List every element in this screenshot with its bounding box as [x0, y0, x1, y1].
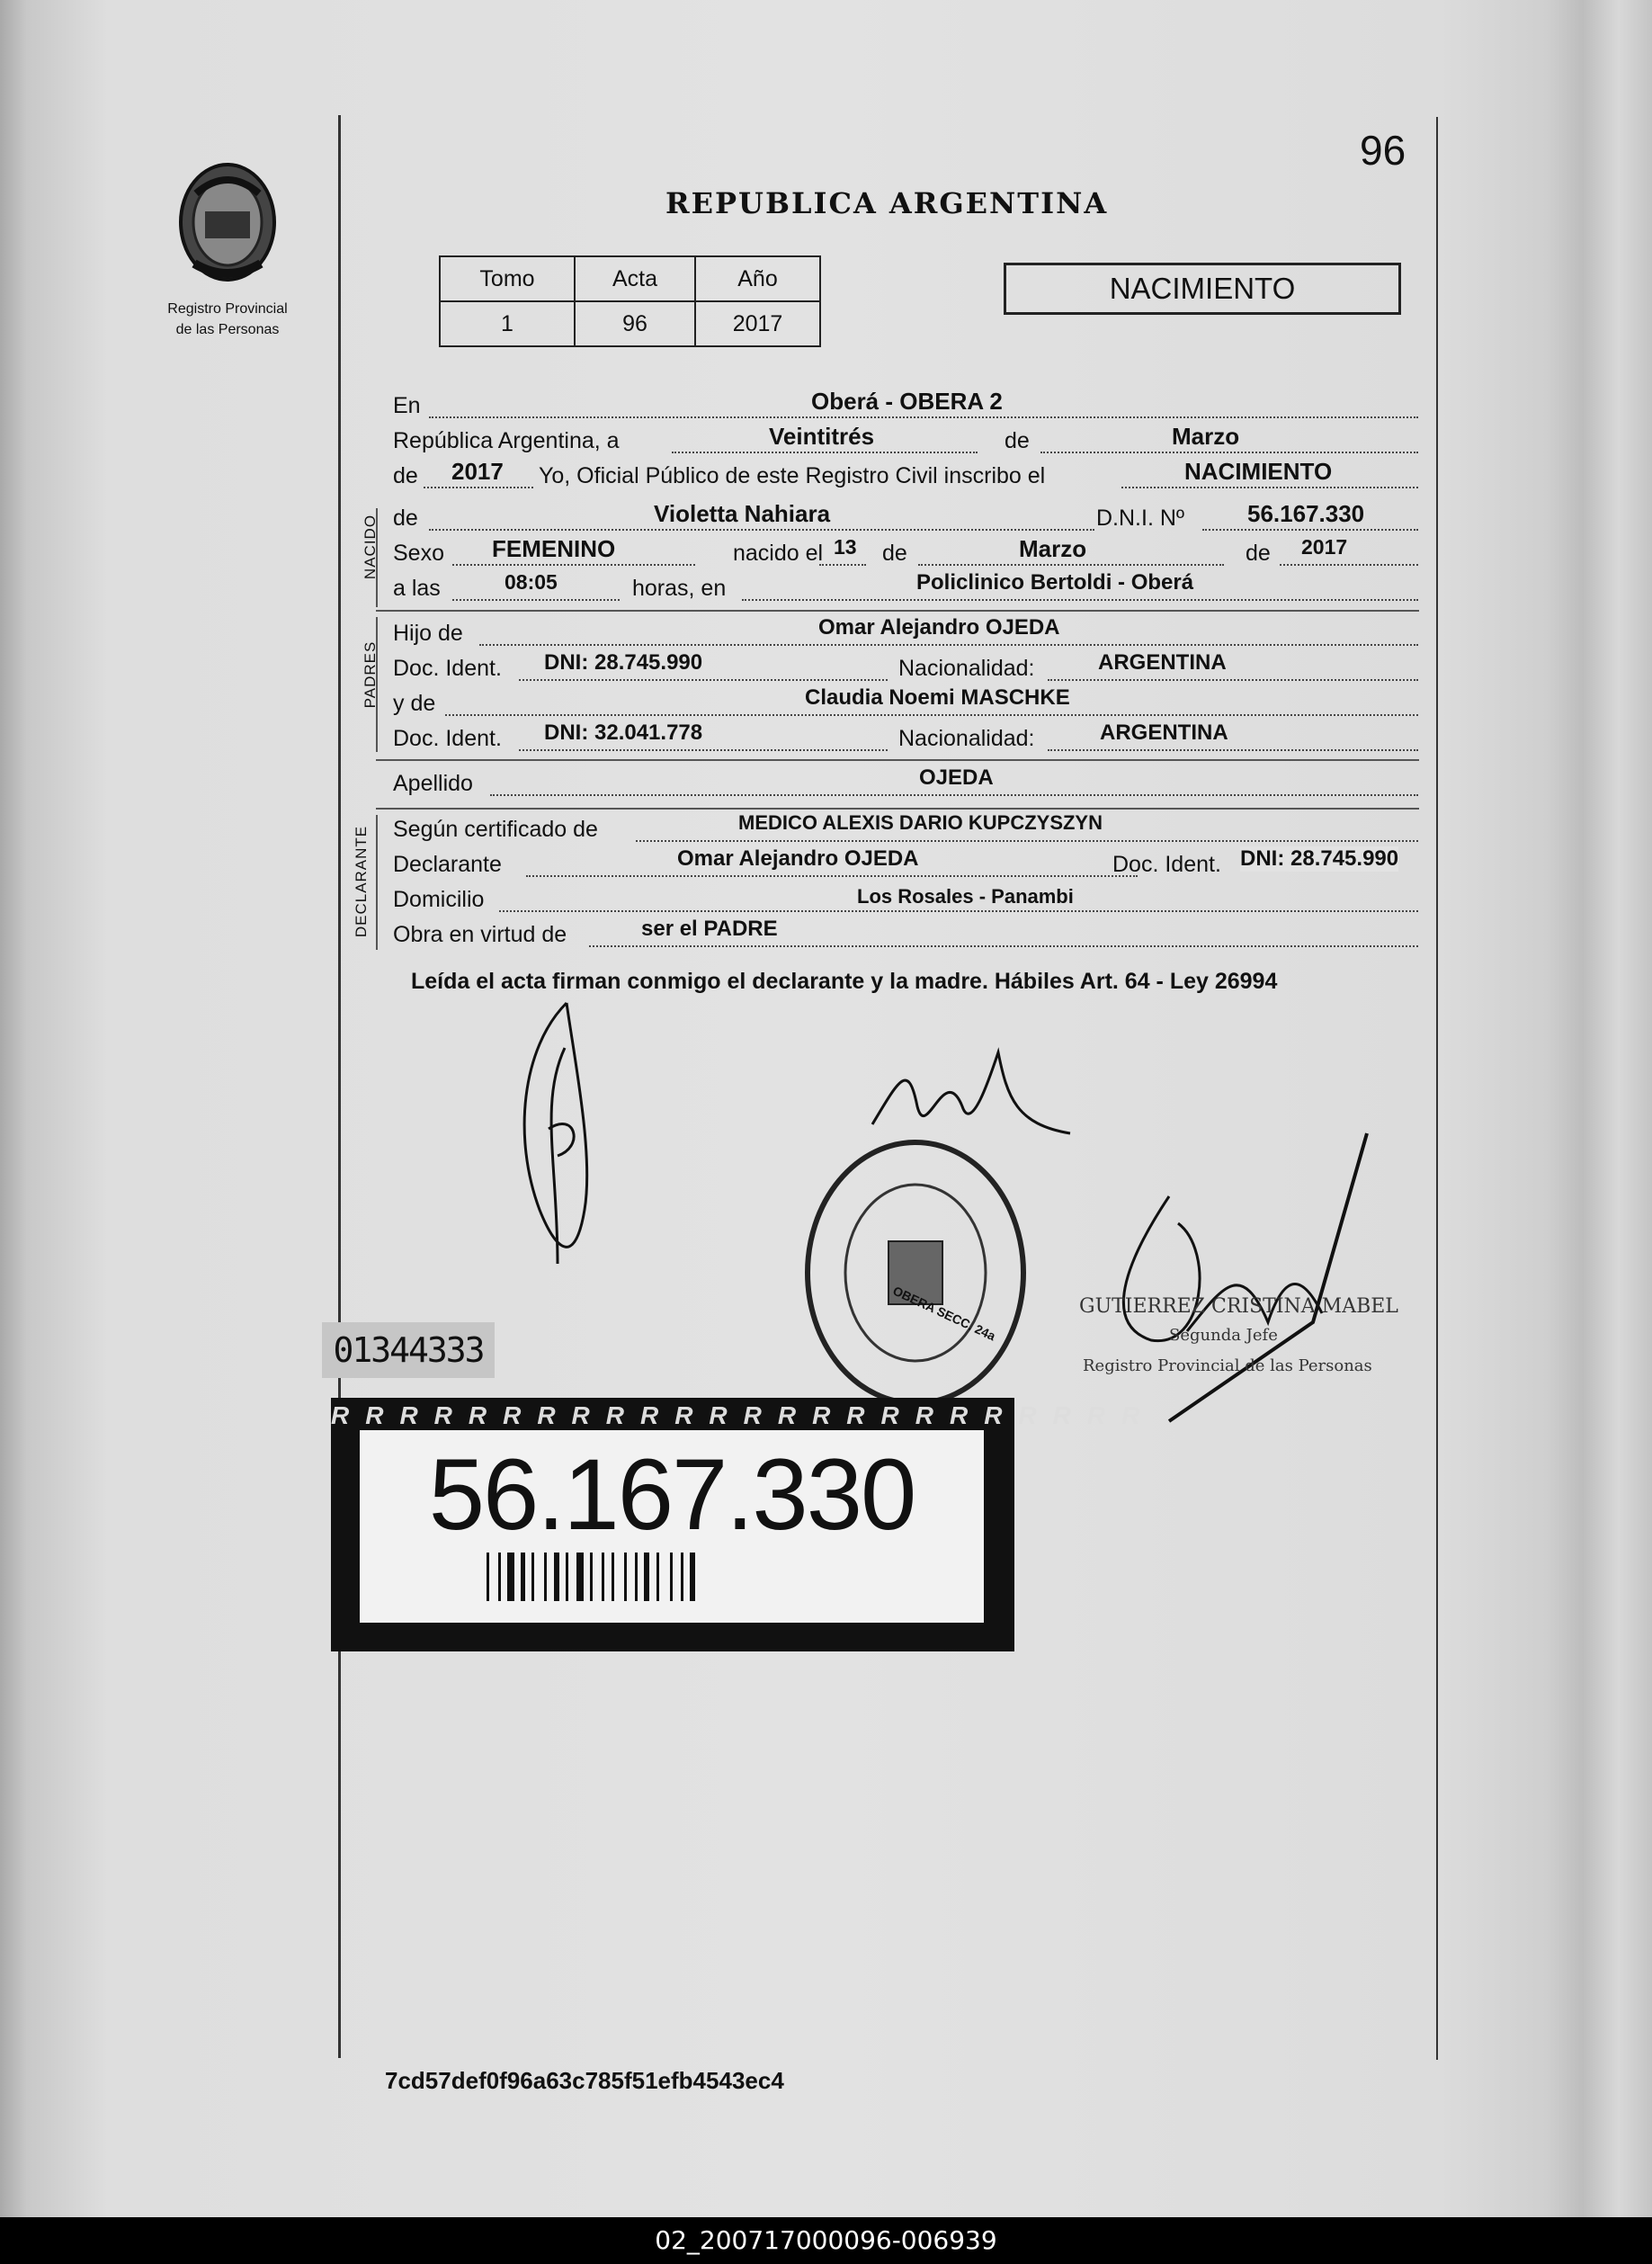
- anio-header: Año: [695, 256, 820, 301]
- acta-header: Acta: [575, 256, 695, 301]
- page-number: 96: [1360, 127, 1406, 174]
- document-title: REPUBLICA ARGENTINA: [665, 186, 1109, 220]
- y-de-label: y de: [393, 691, 436, 716]
- barcode-bar: [531, 1553, 534, 1601]
- row-father-name: [393, 615, 1418, 648]
- act-type-box: NACIMIENTO: [1004, 263, 1401, 315]
- act-word-value: NACIMIENTO: [1184, 458, 1333, 485]
- child-dni-value: 56.167.330: [1247, 500, 1365, 527]
- dni-sticker-panel: [360, 1430, 984, 1623]
- province-logo: [151, 157, 304, 338]
- closing-text: Leída el acta firman conmigo el declarante y la madre. Hábiles Art. 64 - Ley 26994: [411, 969, 1278, 994]
- mother-nationality-label: Nacionalidad:: [898, 726, 1035, 751]
- row-father-doc: [393, 650, 1418, 683]
- declarant-signature: [504, 994, 630, 1291]
- nacido-de-label-3: de: [1246, 541, 1271, 566]
- nacido-section-label: NACIDO: [362, 514, 379, 580]
- father-doc-label: Doc. Ident.: [393, 656, 502, 681]
- horas-label: horas, en: [632, 576, 727, 601]
- dni-sticker: [331, 1398, 1156, 1651]
- barcode-bar: [681, 1553, 683, 1601]
- obra-label: Obra en virtud de: [393, 922, 567, 947]
- apellido-value: OJEDA: [919, 765, 994, 790]
- registry-line2: de las Personas: [175, 322, 280, 337]
- barcode-bar: [644, 1553, 649, 1601]
- en-label: En: [393, 393, 421, 418]
- sticker-pattern: RRRRRRRRRRRRRRRRRRRRRRRR: [331, 1401, 1156, 1429]
- nacido-el-label: nacido el: [733, 541, 824, 566]
- barcode-bar: [554, 1553, 559, 1601]
- declarante-doc-value: DNI: 28.745.990: [1240, 846, 1399, 871]
- tomo-acta-anio-table: [439, 255, 821, 347]
- father-nationality-label: Nacionalidad:: [898, 656, 1035, 681]
- tomo-value: 1: [440, 301, 575, 346]
- registry-stamp-icon: [799, 1133, 1032, 1412]
- father-name-value: Omar Alejandro OJEDA: [818, 615, 1060, 640]
- time-value: 08:05: [505, 570, 558, 594]
- official-stamp-line2: Segunda Jefe: [1169, 1326, 1278, 1345]
- official-signature: [1079, 1124, 1385, 1421]
- declarante-label: Declarante: [393, 852, 502, 877]
- barcode-bar: [566, 1553, 568, 1601]
- row-segun: [393, 811, 1418, 844]
- father-doc-value: DNI: 28.745.990: [544, 650, 703, 675]
- a-las-label: a las: [393, 576, 441, 601]
- declarante-name-value: Omar Alejandro OJEDA: [677, 846, 919, 871]
- mother-doc-label: Doc. Ident.: [393, 726, 502, 751]
- row-mother-doc: [393, 720, 1418, 753]
- nacido-de-label-2: de: [882, 541, 907, 566]
- misiones-coat-of-arms-icon: [169, 157, 286, 292]
- barcode-bar: [498, 1553, 501, 1601]
- nacido-de-label: de: [393, 506, 418, 531]
- birth-day-value: 13: [834, 535, 857, 559]
- year-value: 2017: [451, 458, 504, 485]
- apellido-label: Apellido: [393, 771, 473, 796]
- hijo-de-label: Hijo de: [393, 621, 463, 646]
- row-time-place: [393, 570, 1418, 603]
- dni-sticker-number: 56.167.330: [428, 1438, 915, 1551]
- segun-label: Según certificado de: [393, 817, 598, 842]
- barcode-bar: [656, 1553, 659, 1601]
- row-apellido: [393, 765, 1418, 798]
- barcode-bar: [487, 1553, 489, 1601]
- right-margin-line: [1436, 117, 1438, 2060]
- child-name-value: Violetta Nahiara: [654, 500, 831, 527]
- birth-place-value: Policlinico Bertoldi - Oberá: [916, 570, 1194, 595]
- barcode-bar: [507, 1553, 514, 1601]
- mother-name-value: Claudia Noemi MASCHKE: [805, 685, 1070, 710]
- sexo-value: FEMENINO: [492, 535, 616, 562]
- barcode-bar: [544, 1553, 547, 1601]
- mother-doc-value: DNI: 32.041.778: [544, 720, 703, 745]
- day-words-value: Veintitrés: [769, 423, 875, 450]
- registry-line1: Registro Provincial: [167, 301, 288, 317]
- row-obra: [393, 917, 1418, 949]
- barcode-bar: [612, 1553, 614, 1601]
- birth-year-value: 2017: [1301, 535, 1348, 559]
- barcode-bar: [670, 1553, 673, 1601]
- sexo-label: Sexo: [393, 541, 444, 566]
- official-stamp-line1: GUTIERREZ CRISTINA MABEL: [1079, 1295, 1398, 1318]
- birth-month-value: Marzo: [1019, 535, 1087, 562]
- barcode-bar: [590, 1553, 593, 1601]
- row-en: [393, 388, 1418, 420]
- row-mother-name: [393, 685, 1418, 718]
- row-nacido-name: [393, 500, 1418, 532]
- row-sexo: [393, 535, 1418, 568]
- barcode-bar: [624, 1553, 627, 1601]
- mother-nationality-value: ARGENTINA: [1100, 720, 1228, 745]
- row-year-officer: [393, 458, 1418, 490]
- serial-label: 01344333: [322, 1322, 495, 1378]
- barcode-bar: [690, 1553, 695, 1601]
- de-label: de: [1005, 428, 1030, 453]
- officer-text: Yo, Oficial Público de este Registro Civil inscribo el: [539, 463, 1046, 488]
- barcode-bar: [635, 1553, 638, 1601]
- file-name-bar: 02_200717000096-006939: [0, 2217, 1652, 2264]
- republica-label: República Argentina, a: [393, 428, 620, 453]
- acta-value: 96: [575, 301, 695, 346]
- reason-value: ser el PADRE: [641, 917, 778, 941]
- de-label-2: de: [393, 463, 418, 488]
- stamp-inner-text: OBERA SECC. 24a: [890, 1283, 998, 1344]
- father-nationality-value: ARGENTINA: [1098, 650, 1227, 675]
- declarante-section-label: DECLARANTE: [353, 825, 370, 938]
- tomo-header: Tomo: [440, 256, 575, 301]
- certificate-value: MEDICO ALEXIS DARIO KUPCZYSZYN: [738, 811, 1103, 834]
- padres-section-label: PADRES: [362, 640, 379, 709]
- row-domicilio: [393, 887, 1418, 914]
- month-value: Marzo: [1172, 423, 1240, 450]
- left-margin-line: [338, 115, 341, 2058]
- document-hash: 7cd57def0f96a63c785f51efb4543ec4: [385, 2067, 784, 2094]
- row-republica: [393, 423, 1418, 455]
- place-value: Oberá - OBERA 2: [811, 388, 1003, 415]
- domicilio-label: Domicilio: [393, 887, 485, 912]
- anio-value: 2017: [695, 301, 820, 346]
- barcode-bar: [576, 1553, 584, 1601]
- barcode-icon: [483, 1549, 861, 1605]
- barcode-bar: [521, 1553, 525, 1601]
- address-value: Los Rosales - Panambi: [857, 885, 1074, 908]
- official-stamp-line3: Registro Provincial de las Personas: [1083, 1356, 1372, 1375]
- barcode-bar: [602, 1553, 604, 1601]
- dni-label: D.N.I. Nº: [1096, 506, 1185, 531]
- declarante-doc-label: Doc. Ident.: [1112, 852, 1221, 877]
- row-declarante: [393, 846, 1418, 879]
